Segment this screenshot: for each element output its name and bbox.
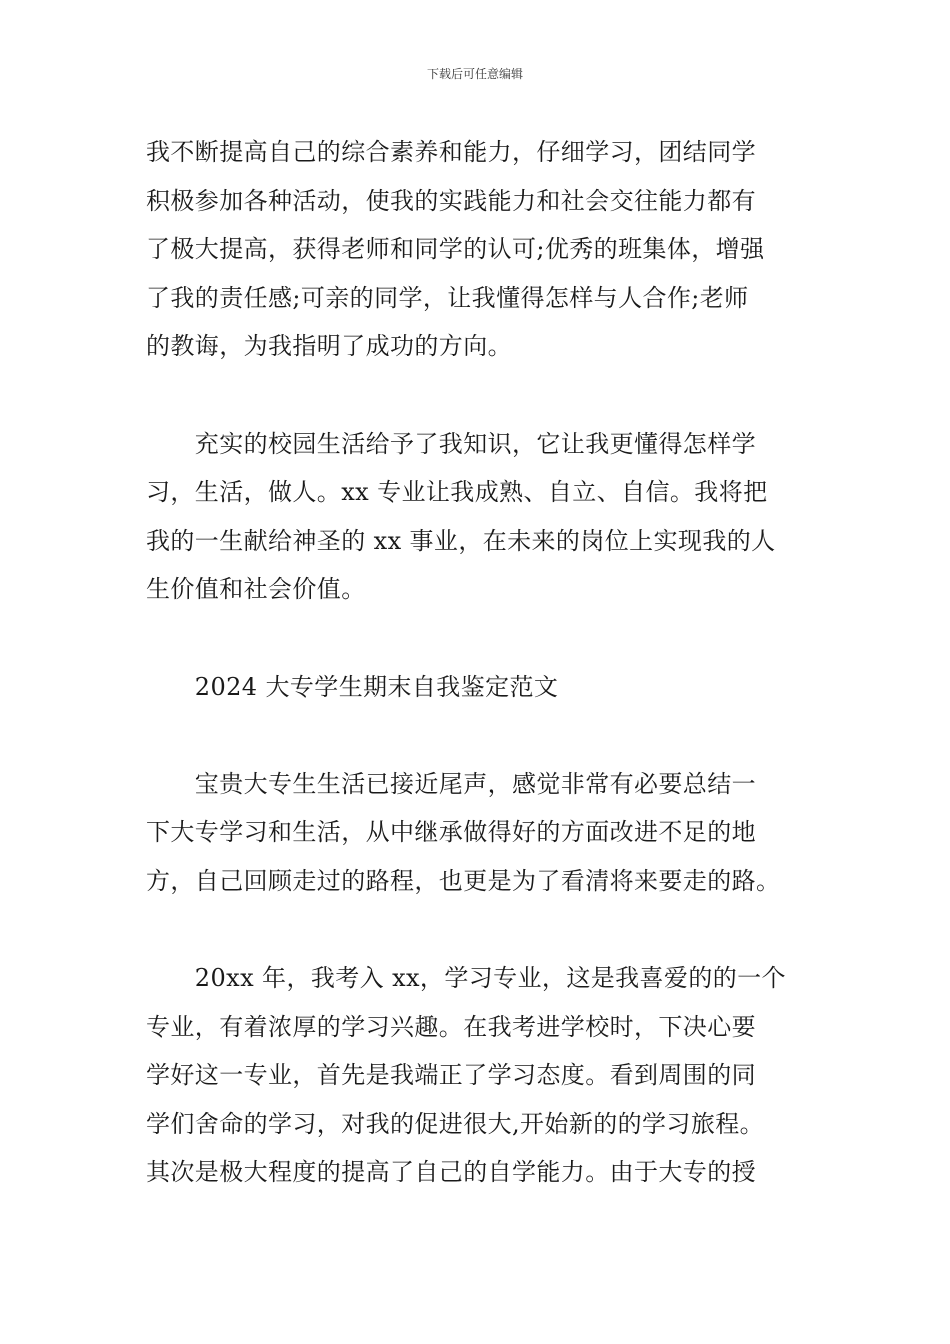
section-title-text: 2024 大专学生期末自我鉴定范文 <box>146 672 559 701</box>
text-line: 的教诲，为我指明了成功的方向。 <box>146 332 512 361</box>
document-body <box>146 128 808 1197</box>
text-line: 了极大提高，获得老师和同学的认可;优秀的班集体，增强 <box>146 235 765 264</box>
paragraph-spacer <box>146 371 808 420</box>
paragraph-1 <box>146 128 808 371</box>
paragraph-spacer <box>146 614 808 663</box>
text-line: 方，自己回顾走过的路程，也更是为了看清将来要走的路。 <box>146 866 781 895</box>
text-line: 了我的责任感;可亲的同学，让我懂得怎样与人合作;老师 <box>146 283 749 312</box>
section-title <box>146 663 808 712</box>
text-line: 我的一生献给神圣的 xx 事业，在未来的岗位上实现我的人 <box>146 526 776 555</box>
paragraph-4 <box>146 954 808 1197</box>
text-line: 20xx 年，我考入 xx，学习专业，这是我喜爱的的一个 <box>146 964 786 993</box>
text-line: 积极参加各种活动，使我的实践能力和社会交往能力都有 <box>146 186 756 215</box>
text-line: 学好这一专业，首先是我端正了学习态度。看到周围的同 <box>146 1061 756 1090</box>
paragraph-spacer <box>146 711 808 760</box>
page-header: 下载后可任意编辑 <box>426 67 523 81</box>
text-line: 宝贵大专生生活已接近尾声，感觉非常有必要总结一 <box>146 769 756 798</box>
text-line: 其次是极大程度的提高了自己的自学能力。由于大专的授 <box>146 1158 756 1187</box>
text-line: 生价值和社会价值。 <box>146 575 366 604</box>
text-line: 学们舍命的学习，对我的促进很大,开始新的的学习旅程。 <box>146 1109 765 1138</box>
text-line: 专业，有着浓厚的学习兴趣。在我考进学校时，下决心要 <box>146 1012 756 1041</box>
text-line: 习，生活，做人。xx 专业让我成熟、自立、自信。我将把 <box>146 478 768 507</box>
paragraph-spacer <box>146 906 808 955</box>
text-line: 充实的校园生活给予了我知识，它让我更懂得怎样学 <box>146 429 756 458</box>
text-line: 我不断提高自己的综合素养和能力，仔细学习，团结同学 <box>146 138 756 166</box>
text-line: 下大专学习和生活，从中继承做得好的方面改进不足的地 <box>146 818 756 847</box>
paragraph-2 <box>146 420 808 614</box>
paragraph-3 <box>146 760 808 906</box>
